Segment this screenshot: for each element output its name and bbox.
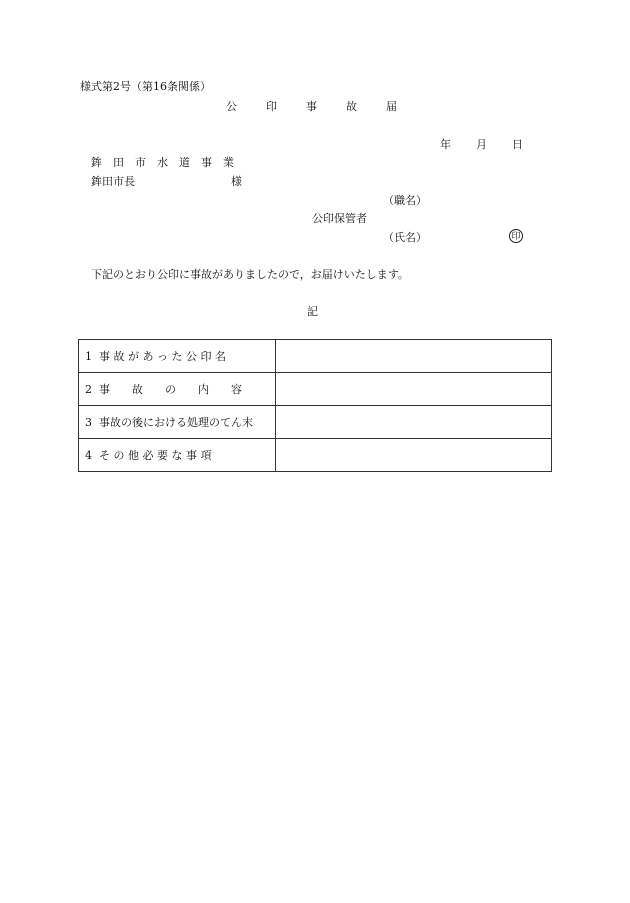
items-table: [78, 339, 552, 472]
item-number: 2: [85, 382, 92, 396]
item-label: 事 故 が あ っ た 公 印 名: [99, 350, 226, 363]
item-label-cell: [79, 373, 276, 406]
table-row: [79, 340, 552, 373]
item-value-cell[interactable]: [276, 340, 552, 373]
title-char: 故: [346, 100, 357, 113]
document-title: [226, 100, 397, 114]
title-char: 事: [306, 100, 317, 113]
item-value-cell[interactable]: [276, 406, 552, 439]
title-char: 届: [386, 100, 397, 113]
addressee-org-char: 市: [135, 156, 146, 169]
ki-heading: 記: [307, 305, 318, 318]
table-row: [79, 439, 552, 472]
addressee-org-char: 水: [157, 156, 168, 169]
job-title-label: （職名）: [383, 194, 427, 207]
item-label: 事 故 の 内 容: [99, 383, 242, 396]
addressee-organization: [91, 156, 245, 170]
addressee-honorific: 様: [231, 175, 242, 188]
date-year: 年: [440, 138, 451, 151]
date-day: 日: [512, 138, 523, 151]
date-month: 月: [476, 138, 487, 151]
seal-mark-icon: 印: [509, 229, 523, 243]
addressee-org-char: 事: [201, 156, 212, 169]
item-number: 4: [85, 448, 92, 462]
title-char: 公: [226, 100, 237, 113]
table-row: [79, 406, 552, 439]
date-line: [440, 138, 523, 152]
item-label-cell: [79, 340, 276, 373]
addressee-org-char: 鉾: [91, 156, 102, 169]
addressee-org-char: 道: [179, 156, 190, 169]
item-label-cell: [79, 406, 276, 439]
item-value-cell[interactable]: [276, 373, 552, 406]
statement-text: 下記のとおり公印に事故がありましたので，お届けいたします。: [91, 268, 409, 281]
form-number: 様式第2号（第16条関係）: [80, 80, 211, 93]
item-number: 3: [85, 415, 92, 429]
item-label: そ の 他 必 要 な 事 項: [99, 449, 212, 462]
item-label-cell: [79, 439, 276, 472]
addressee-org-char: 業: [223, 156, 234, 169]
name-label: （氏名）: [383, 231, 427, 244]
custodian-label: 公印保管者: [312, 212, 367, 225]
table-row: [79, 373, 552, 406]
item-number: 1: [85, 349, 92, 363]
title-char: 印: [266, 100, 277, 113]
item-value-cell[interactable]: [276, 439, 552, 472]
item-label: 事故の後における処理のてん末: [99, 416, 253, 429]
addressee-name: 鉾田市長: [91, 175, 135, 188]
addressee-org-char: 田: [113, 156, 124, 169]
